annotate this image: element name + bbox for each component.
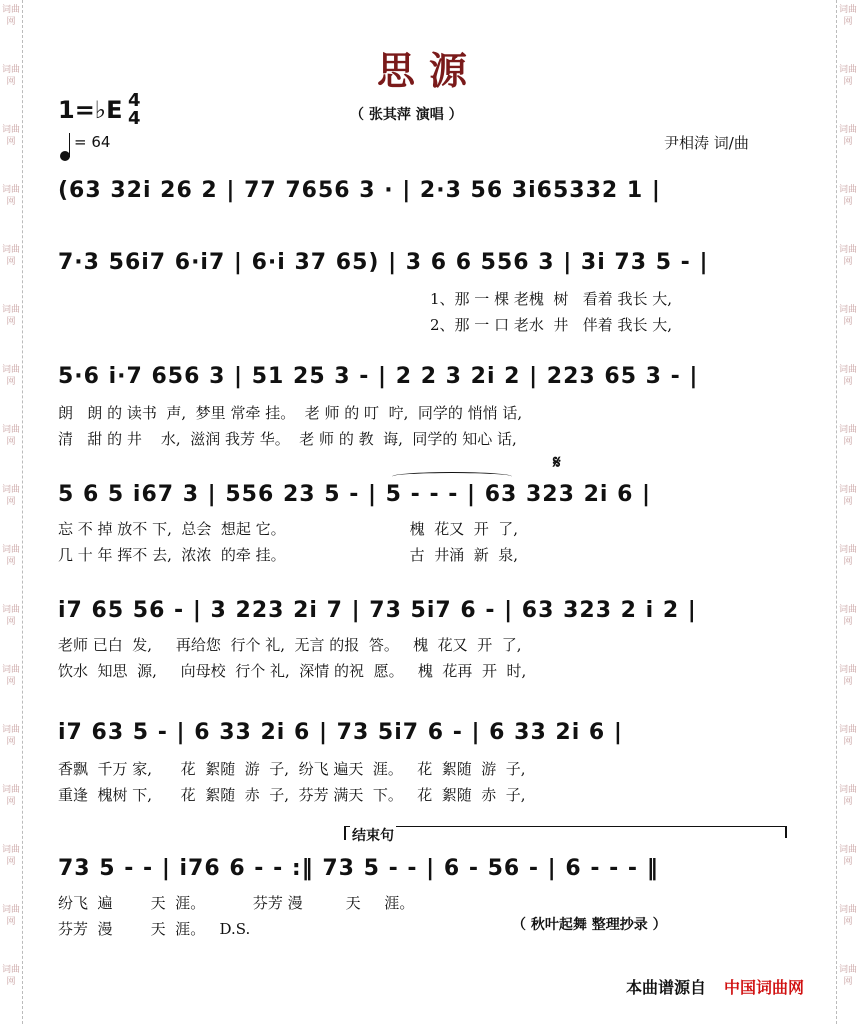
watermark: 词曲网 (1, 185, 20, 207)
ending-bracket-tick (344, 826, 346, 840)
watermark: 词曲网 (1, 65, 20, 87)
watermark: 词曲网 (838, 845, 857, 867)
watermark: 词曲网 (838, 125, 857, 147)
lyric-row: 2、那 一 口 老水 井 伴着 我长 大, (430, 316, 672, 334)
watermark: 词曲网 (1, 125, 20, 147)
watermark: 词曲网 (838, 305, 857, 327)
watermark: 词曲网 (1, 365, 20, 387)
watermark: 词曲网 (1, 485, 20, 507)
tempo-value: = 64 (74, 133, 111, 151)
tempo-marking (60, 133, 110, 161)
lyric-row: 香飘 千万 家, 花 絮随 游 子, 纷飞 遍天 涯。 花 絮随 游 子, (58, 760, 526, 778)
watermark: 词曲网 (1, 965, 20, 987)
watermark: 词曲网 (838, 65, 857, 87)
watermark: 词曲网 (838, 5, 857, 27)
right-margin (836, 0, 858, 1024)
watermark: 词曲网 (838, 425, 857, 447)
lyric-row: 纷飞 遍 天 涯。 芬芳 漫 天 涯。 (58, 894, 415, 912)
watermark: 词曲网 (838, 185, 857, 207)
time-signature (128, 92, 141, 128)
watermark: 词曲网 (1, 605, 20, 627)
ending-label: 结束句 (350, 825, 396, 845)
lyric-row: 朗 朗 的 读书 声, 梦里 常牵 挂。 老 师 的 叮 咛, 同学的 悄悄 话, (58, 404, 523, 422)
notation-row: 5·6 i·7 656 3 | 51 25 3 - | 2 2 3 2i 2 | 223 65 3 - | (58, 364, 699, 389)
watermark: 词曲网 (838, 905, 857, 927)
time-sig-top: 4 (128, 90, 141, 111)
left-margin (0, 0, 23, 1024)
watermark: 词曲网 (838, 785, 857, 807)
watermark: 词曲网 (1, 5, 20, 27)
quarter-note-icon (60, 151, 70, 161)
watermark: 词曲网 (1, 725, 20, 747)
segno-icon: 𝄋 (553, 452, 561, 473)
ending-bracket (344, 826, 786, 837)
lyric-row: 清 甜 的 井 水, 滋润 我芳 华。 老 师 的 教 诲, 同学的 知心 话, (58, 430, 517, 448)
time-sig-bottom: 4 (128, 108, 141, 129)
ending-bracket-tick (785, 826, 787, 838)
notation-row: i7 63 5 - | 6 33 2i 6 | 73 5i7 6 - | 6 33 2i 6 | (58, 720, 623, 745)
watermark: 词曲网 (838, 365, 857, 387)
watermark: 词曲网 (838, 725, 857, 747)
watermark: 词曲网 (838, 965, 857, 987)
tie-slur (392, 472, 512, 481)
watermark: 词曲网 (1, 785, 20, 807)
watermark: 词曲网 (1, 845, 20, 867)
lyric-row: 重逢 槐树 下, 花 絮随 赤 子, 芬芳 满天 下。 花 絮随 赤 子, (58, 786, 526, 804)
lyric-row: 忘 不 掉 放不 下, 总会 想起 它。 槐 花又 开 了, (58, 520, 519, 538)
watermark: 词曲网 (838, 545, 857, 567)
watermark: 词曲网 (1, 425, 20, 447)
source-prefix: 本曲谱源自 (626, 978, 707, 997)
watermark: 词曲网 (1, 905, 20, 927)
source-site-link[interactable]: 中国词曲网 (724, 978, 805, 997)
watermark: 词曲网 (838, 245, 857, 267)
lyric-row: 芬芳 漫 天 涯。 D.S. (58, 920, 251, 938)
singer-credit: （ 张其萍 演唱 ） (350, 107, 463, 123)
lyric-row: 几 十 年 挥不 去, 浓浓 的牵 挂。 古 井涌 新 泉, (58, 546, 519, 564)
watermark: 词曲网 (838, 665, 857, 687)
watermark: 词曲网 (1, 545, 20, 567)
notation-row: (63 32i 26 2 | 77 7656 3 · | 2·3 56 3i65332 1 | (58, 178, 661, 203)
watermark: 词曲网 (838, 605, 857, 627)
watermark: 词曲网 (1, 305, 20, 327)
arranger-credit: （ 秋叶起舞 整理抄录 ） (512, 917, 667, 933)
notation-row: 73 5 - - | i76 6 - - :‖ 73 5 - - | 6 - 56 - | 6 - - - ‖ (58, 856, 659, 881)
song-title: 思源 (376, 48, 481, 93)
lyricist-composer-credit: 尹相涛 词/曲 (664, 134, 749, 152)
source-note (626, 975, 804, 998)
notation-row: 5 6 5 i67 3 | 556 23 5 - | 5 - - - | 63 323 2i 6 | (58, 482, 652, 507)
notation-row: 7·3 56i7 6·i7 | 6·i 37 65) | 3 6 6 556 3 | 3i 73 5 - | (58, 250, 709, 275)
lyric-row: 饮水 知思 源, 向母校 行个 礼, 深情 的祝 愿。 槐 花再 开 时, (58, 662, 527, 680)
key-signature: 1=♭E (58, 96, 123, 124)
lyric-row: 1、那 一 棵 老槐 树 看着 我长 大, (430, 290, 672, 308)
lyric-row: 老师 已白 发, 再给您 行个 礼, 无言 的报 答。 槐 花又 开 了, (58, 636, 522, 654)
watermark: 词曲网 (838, 485, 857, 507)
watermark: 词曲网 (1, 245, 20, 267)
notation-row: i7 65 56 - | 3 223 2i 7 | 73 5i7 6 - | 63 323 2 i 2 | (58, 598, 697, 623)
watermark: 词曲网 (1, 665, 20, 687)
